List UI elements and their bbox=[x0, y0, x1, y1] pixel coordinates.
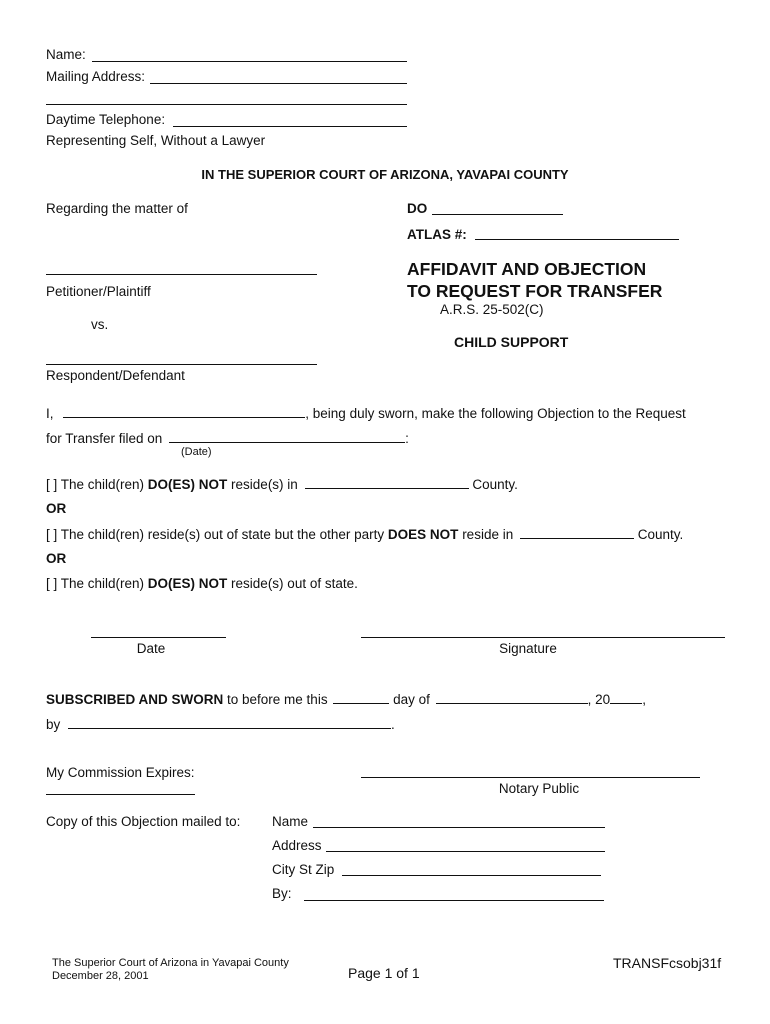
name-field[interactable] bbox=[92, 61, 407, 62]
mail-address-field[interactable] bbox=[326, 851, 605, 852]
option-other-party-not-reside bbox=[46, 526, 683, 543]
child-support-heading: CHILD SUPPORT bbox=[454, 334, 569, 350]
mail-name-field[interactable] bbox=[313, 827, 605, 828]
petitioner-name-field[interactable] bbox=[46, 274, 317, 275]
mailing-address-label: Mailing Address: bbox=[46, 69, 146, 84]
day-of-label: day of bbox=[393, 692, 430, 707]
year-comma: , bbox=[642, 692, 646, 707]
mail-by-label: By: bbox=[272, 886, 292, 901]
atlas-number-field[interactable] bbox=[475, 239, 679, 240]
signing-date-label: Date bbox=[136, 641, 166, 656]
notary-by-field[interactable] bbox=[68, 716, 391, 729]
mail-address-label: Address bbox=[272, 838, 322, 853]
option2-text-end: reside in bbox=[458, 527, 514, 542]
option2-emphasis: DOES NOT bbox=[387, 527, 459, 542]
sworn-statement-text: , being duly sworn, make the following Objection to the Request bbox=[305, 406, 686, 421]
do-label: DO bbox=[407, 201, 428, 216]
document-title-line2: TO REQUEST FOR TRANSFER bbox=[407, 281, 663, 301]
notary-signature-field[interactable] bbox=[361, 777, 700, 778]
notary-public-label: Notary Public bbox=[498, 781, 580, 796]
option3-text-end: reside(s) out of state. bbox=[227, 576, 358, 591]
option1-emphasis: DO(ES) NOT bbox=[147, 477, 228, 492]
atlas-label: ATLAS #: bbox=[407, 227, 467, 242]
subscribed-sworn-text: to before me this bbox=[223, 692, 328, 707]
option1-county-field[interactable] bbox=[305, 476, 469, 489]
mail-name-label: Name bbox=[272, 814, 309, 829]
copy-mailed-label: Copy of this Objection mailed to: bbox=[46, 814, 241, 829]
option2-text: [ ] The child(ren) reside(s) out of state but the other party bbox=[46, 527, 388, 542]
page-number: Page 1 of 1 bbox=[348, 965, 420, 981]
option2-county-label: County. bbox=[637, 527, 684, 542]
affiant-name-field[interactable] bbox=[63, 405, 305, 418]
option1-text-end: reside(s) in bbox=[227, 477, 298, 492]
signing-date-field[interactable] bbox=[91, 637, 226, 638]
option-children-not-reside-county bbox=[46, 476, 518, 493]
notary-by-line bbox=[46, 716, 395, 733]
option-children-not-out-of-state bbox=[46, 576, 358, 592]
mailing-address-field-line2[interactable] bbox=[46, 104, 407, 105]
subscribed-sworn-line bbox=[46, 691, 646, 708]
signature-field[interactable] bbox=[361, 637, 725, 638]
form-code: TRANSFcsobj31f bbox=[613, 955, 722, 971]
name-label: Name: bbox=[46, 47, 86, 62]
option1-text: [ ] The child(ren) bbox=[46, 477, 148, 492]
commission-expires-label: My Commission Expires: bbox=[46, 765, 195, 780]
mail-city-label: City St Zip bbox=[272, 862, 335, 877]
representing-self-text: Representing Self, Without a Lawyer bbox=[46, 133, 266, 148]
option1-county-label: County. bbox=[472, 477, 518, 492]
do-number-field[interactable] bbox=[432, 214, 563, 215]
by-period: . bbox=[391, 717, 395, 732]
date-hint: (Date) bbox=[181, 446, 212, 458]
versus-text: vs. bbox=[91, 317, 109, 332]
notary-day-field[interactable] bbox=[333, 691, 389, 704]
transfer-filed-line bbox=[46, 430, 409, 447]
or-separator-2: OR bbox=[46, 551, 67, 566]
regarding-matter-label: Regarding the matter of bbox=[46, 201, 188, 216]
transfer-filed-label: for Transfer filed on bbox=[46, 431, 163, 446]
year-prefix: , 20 bbox=[587, 692, 611, 707]
commission-expires-field[interactable] bbox=[46, 794, 195, 795]
mail-city-field[interactable] bbox=[342, 875, 601, 876]
footer-court: The Superior Court of Arizona in Yavapai County bbox=[52, 957, 289, 969]
subscribed-sworn-emphasis: SUBSCRIBED AND SWORN bbox=[46, 692, 224, 707]
or-separator-1: OR bbox=[46, 501, 67, 516]
mailing-address-field[interactable] bbox=[150, 83, 407, 84]
notary-year-field[interactable] bbox=[610, 691, 642, 704]
transfer-colon: : bbox=[405, 431, 409, 446]
respondent-label: Respondent/Defendant bbox=[46, 368, 185, 383]
daytime-telephone-field[interactable] bbox=[173, 126, 407, 127]
signature-label: Signature bbox=[499, 641, 557, 656]
notary-by-label: by bbox=[46, 717, 61, 732]
affidavit-statement bbox=[46, 405, 686, 422]
footer-date: December 28, 2001 bbox=[52, 970, 149, 982]
respondent-name-field[interactable] bbox=[46, 364, 317, 365]
mail-by-field[interactable] bbox=[304, 900, 604, 901]
statute-reference: A.R.S. 25-502(C) bbox=[440, 302, 544, 317]
daytime-telephone-label: Daytime Telephone: bbox=[46, 112, 166, 127]
notary-month-field[interactable] bbox=[436, 691, 588, 704]
affiant-prefix: I, bbox=[46, 406, 54, 421]
document-title-line1: AFFIDAVIT AND OBJECTION bbox=[407, 259, 647, 279]
option3-emphasis: DO(ES) NOT bbox=[147, 576, 228, 591]
option2-county-field[interactable] bbox=[520, 526, 634, 539]
option3-text: [ ] The child(ren) bbox=[46, 576, 148, 591]
transfer-date-field[interactable] bbox=[169, 430, 405, 443]
petitioner-label: Petitioner/Plaintiff bbox=[46, 284, 151, 299]
court-title: IN THE SUPERIOR COURT OF ARIZONA, YAVAPAI COUNTY bbox=[201, 167, 569, 182]
